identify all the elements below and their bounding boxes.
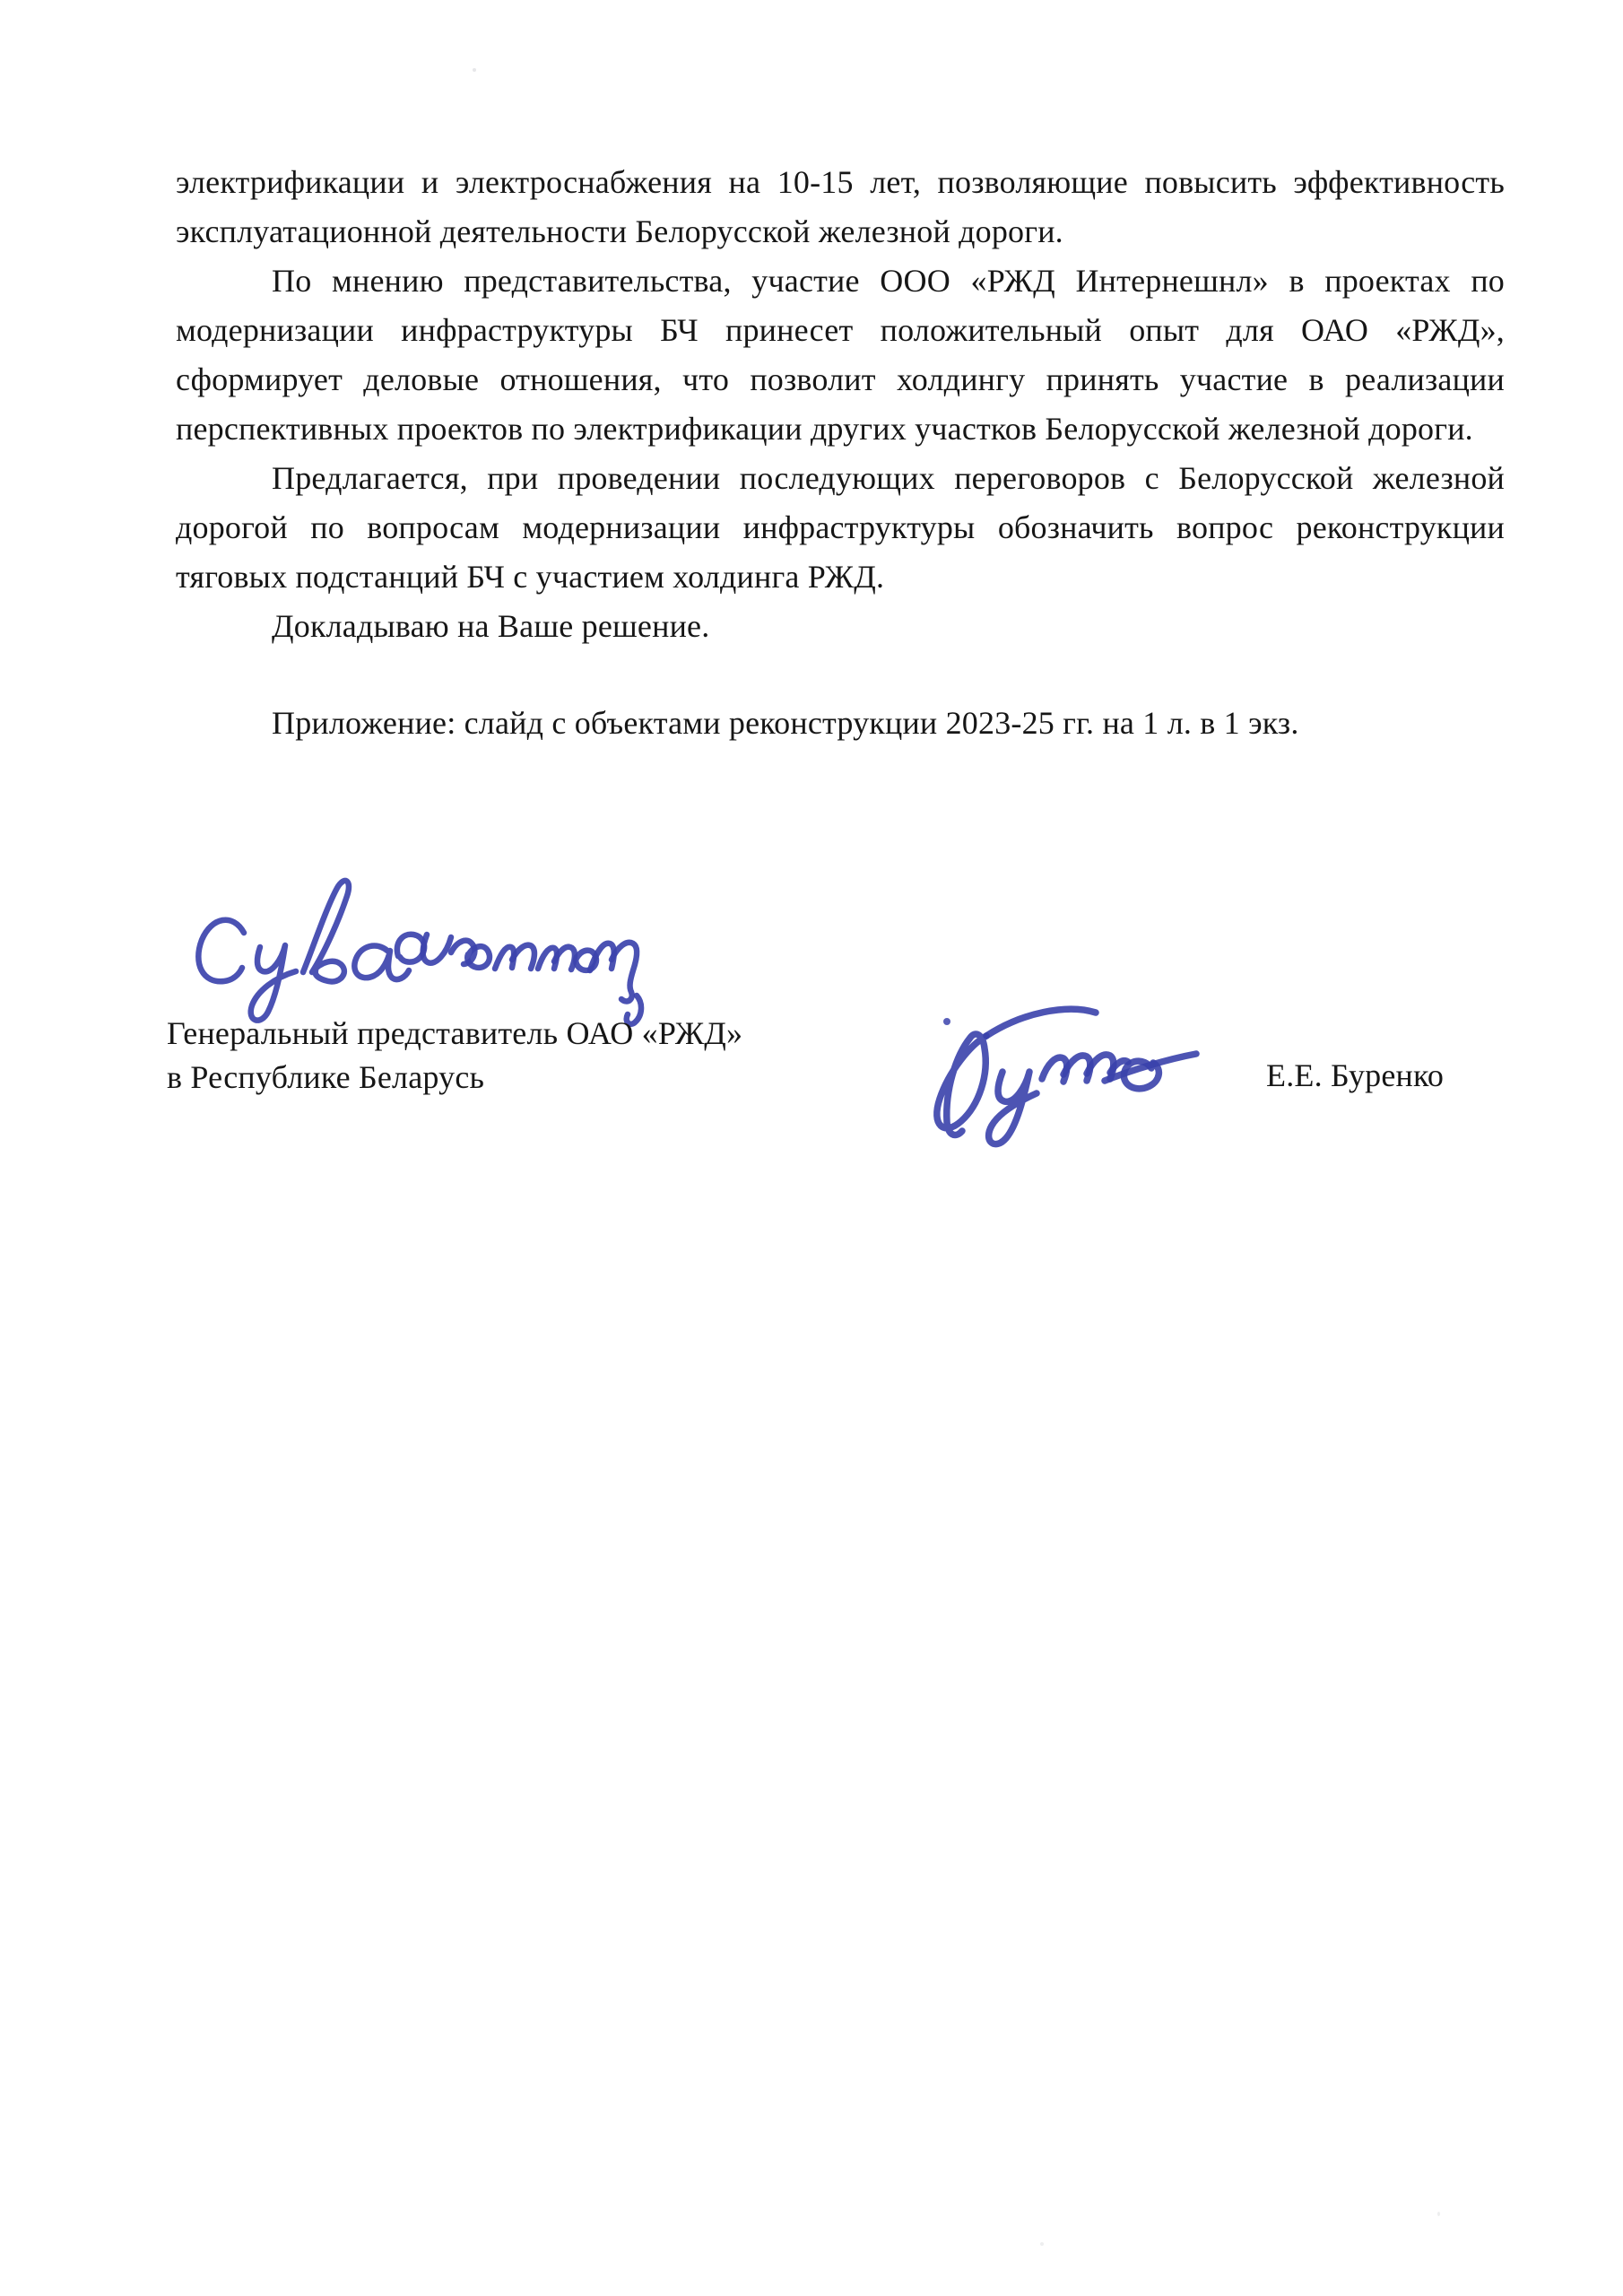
handwritten-signature bbox=[888, 989, 1203, 1152]
letter-body bbox=[176, 158, 1505, 748]
signature-position-line1: Генеральный представитель ОАО «РЖД» bbox=[167, 1015, 743, 1051]
body-paragraph-report: Докладываю на Ваше решение. bbox=[272, 608, 710, 644]
body-paragraph-proposal: Предлагается, при проведении последующих переговоров с Белорусской железной дорогой по вопросам модернизации инфраструктуры обозначить вопрос реконструкции тяговых подстанций БЧ с участием холдинга РЖД. bbox=[176, 460, 1505, 595]
signature-position-title bbox=[167, 1012, 938, 1100]
scan-speck bbox=[1040, 2242, 1044, 2246]
signature-position-line2: в Республике Беларусь bbox=[167, 1059, 485, 1095]
body-paragraph-opinion: По мнению представительства, участие ООО «РЖД Интернешнл» в проектах по модернизации инфраструктуры БЧ принесет положительный опыт для ОАО «РЖД», сформирует деловые отношения, что позволит холдингу принять участие в реализации перспективных проектов по электрификации других участков Белорусской железной дороги. bbox=[176, 263, 1505, 447]
signature-name: Е.Е. Буренко bbox=[1266, 1057, 1445, 1093]
scan-speck bbox=[1437, 2212, 1440, 2216]
attachment-line: Приложение: слайд с объектами реконструкции 2023-25 гг. на 1 л. в 1 экз. bbox=[272, 705, 1299, 741]
scan-speck bbox=[473, 68, 476, 72]
body-paragraph-continuation: электрификации и электроснабжения на 10-15 лет, позволяющие повысить эффективность эксплуатационной деятельности Белорусской железной дороги. bbox=[176, 164, 1505, 249]
